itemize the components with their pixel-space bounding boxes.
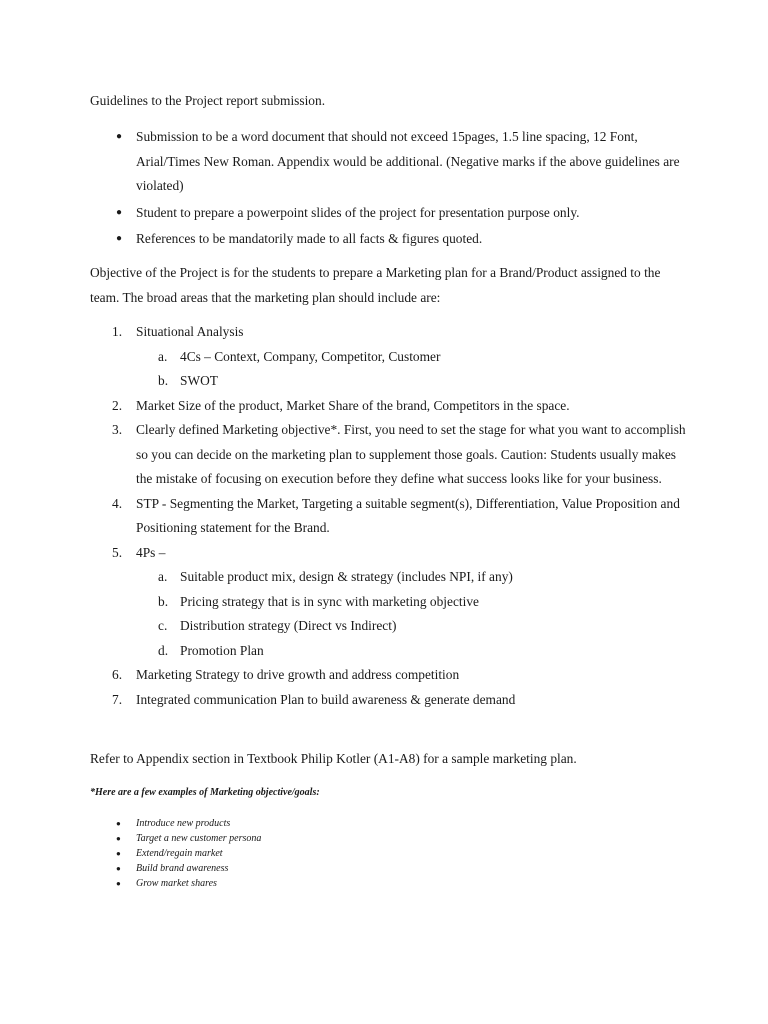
- sub-text: Suitable product mix, design & strategy (includes NPI, if any): [180, 569, 513, 584]
- example-text: Grow market shares: [136, 878, 217, 889]
- example-text: Build brand awareness: [136, 863, 229, 874]
- bullet-icon: ●: [116, 834, 121, 843]
- sub-text: Pricing strategy that is in sync with marketing objective: [180, 593, 479, 609]
- item-text: Marketing Strategy to drive growth and address competition: [136, 667, 460, 682]
- sub-letter: a.: [158, 348, 168, 364]
- guidelines-list: [90, 125, 690, 254]
- sub-list: [136, 565, 690, 663]
- item-text: 4Ps –: [136, 544, 166, 560]
- sub-item: [136, 345, 690, 370]
- bullet-icon: ●: [116, 233, 123, 244]
- example-text: Extend/regain market: [136, 848, 223, 859]
- sub-list: [136, 345, 690, 394]
- sub-item: [136, 590, 690, 615]
- objective-paragraph: Objective of the Project is for the students to prepare a Marketing plan for a Brand/Product assigned to the team. The broad areas that the marketing plan should include are:: [90, 265, 661, 305]
- guideline-text: References to be mandatorily made to all facts & figures quoted.: [136, 231, 483, 246]
- list-item: [90, 394, 690, 419]
- sub-item: [136, 369, 690, 394]
- examples-list: [90, 816, 690, 891]
- list-item: [90, 227, 690, 252]
- bullet-icon: ●: [116, 819, 121, 828]
- list-item: [90, 816, 690, 831]
- item-number: 2.: [112, 397, 123, 413]
- sub-text: Distribution strategy (Direct vs Indirect): [180, 618, 397, 633]
- item-text: Clearly defined Marketing objective*. First, you need to set the stage for what you want to accomplish so you can decide on the marketing plan to supplement those goals. Caution: Students usually makes the mistake of focusing on execution before they define what success looks like for your business.: [136, 422, 686, 486]
- sub-letter: c.: [158, 618, 168, 633]
- item-text: Market Size of the product, Market Share of the brand, Competitors in the space.: [136, 397, 570, 413]
- item-text: STP - Segmenting the Market, Targeting a suitable segment(s), Differentiation, Value Proposition and Positioning statement for the Brand.: [136, 495, 680, 535]
- sub-letter: a.: [158, 569, 168, 584]
- list-item: [90, 492, 690, 541]
- list-item: [90, 125, 690, 199]
- list-item: [90, 320, 690, 394]
- sub-item: [136, 565, 690, 590]
- bullet-icon: ●: [116, 131, 123, 142]
- list-item: [90, 688, 690, 713]
- item-number: 5.: [112, 544, 123, 560]
- sub-text: SWOT: [180, 373, 218, 388]
- sub-letter: b.: [158, 373, 169, 388]
- list-item: [90, 846, 690, 861]
- sub-letter: b.: [158, 593, 169, 609]
- document-heading: Guidelines to the Project report submission.: [90, 93, 326, 108]
- list-item: [90, 663, 690, 688]
- areas-list: [90, 320, 690, 712]
- sub-item: [136, 614, 690, 639]
- list-item: [90, 418, 690, 492]
- bullet-icon: ●: [116, 864, 121, 873]
- list-item: [90, 831, 690, 846]
- bullet-icon: ●: [116, 206, 123, 218]
- guideline-text: Submission to be a word document that should not exceed 15pages, 1.5 line spacing, 12 Font, Arial/Times New Roman. Appendix would be additional. (Negative marks if the above guidelines are violated): [136, 129, 680, 193]
- bullet-icon: ●: [116, 849, 121, 858]
- sub-text: Promotion Plan: [180, 642, 264, 658]
- sub-letter: d.: [158, 642, 169, 658]
- example-text: Target a new customer persona: [136, 833, 262, 844]
- item-number: 6.: [112, 667, 123, 682]
- list-item: [90, 861, 690, 876]
- list-item: [90, 201, 690, 226]
- examples-heading: *Here are a few examples of Marketing objective/goals:: [90, 787, 320, 798]
- guideline-text: Student to prepare a powerpoint slides of the project for presentation purpose only.: [136, 204, 580, 220]
- item-number: 3.: [112, 422, 123, 437]
- list-item: [90, 541, 690, 664]
- sub-item: [136, 639, 690, 664]
- sub-text: 4Cs – Context, Company, Competitor, Customer: [180, 348, 441, 364]
- item-text: Integrated communication Plan to build awareness & generate demand: [136, 691, 516, 707]
- bullet-icon: ●: [116, 879, 121, 888]
- item-number: 1.: [112, 324, 123, 339]
- list-item: [90, 876, 690, 891]
- example-text: Introduce new products: [136, 818, 231, 829]
- reference-paragraph: Refer to Appendix section in Textbook Philip Kotler (A1-A8) for a sample marketing plan.: [90, 751, 577, 766]
- item-number: 4.: [112, 495, 123, 511]
- item-number: 7.: [112, 691, 123, 707]
- item-text: Situational Analysis: [136, 324, 244, 339]
